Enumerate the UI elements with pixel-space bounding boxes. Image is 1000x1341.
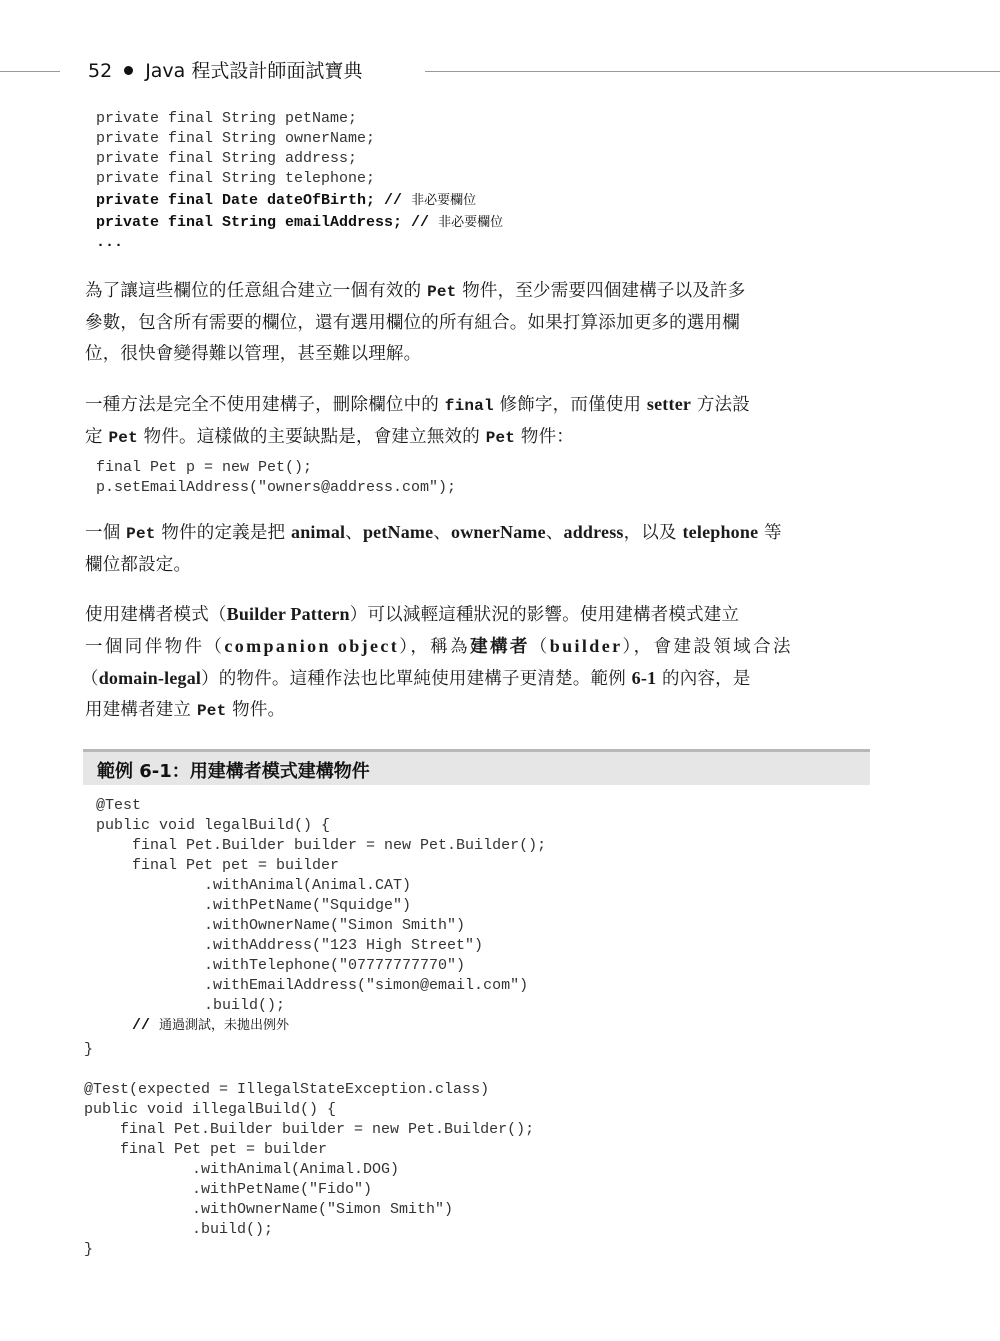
separator: 、 — [345, 523, 363, 543]
text: 物件。 — [226, 700, 286, 720]
term: companion object — [224, 636, 400, 656]
code-line: private final String petName; — [96, 110, 358, 127]
term: setter — [646, 394, 692, 414]
text: （ — [529, 637, 550, 657]
code-line: final Pet pet = builder — [84, 1141, 328, 1158]
code-line: .withPetName("Fido") — [84, 1181, 373, 1198]
code-line: .withOwnerName("Simon Smith") — [96, 917, 466, 934]
text: 的內容，是 — [656, 669, 751, 689]
term: telephone — [682, 522, 759, 542]
text: （ — [81, 669, 99, 689]
code-line-bold: ... — [96, 234, 124, 251]
term: builder — [549, 636, 623, 656]
text: 一種方法是完全不使用建構子，刪除欄位中的 — [85, 395, 445, 415]
text: 方法設 — [691, 395, 750, 415]
term: address — [563, 522, 624, 542]
inline-code: Pet — [126, 525, 156, 543]
paragraph-line — [81, 663, 870, 695]
code-line: .withEmailAddress("simon@email.com") — [96, 977, 529, 994]
code-line: .withAddress("123 High Street") — [96, 937, 484, 954]
text: 物件。這樣做的主要缺點是，會建立無效的 — [137, 427, 486, 447]
code-line: final Pet.Builder builder = new Pet.Builder(); — [96, 837, 547, 854]
code-line: final Pet p = new Pet(); — [96, 459, 313, 476]
header-rule-right — [425, 71, 1000, 72]
paragraph-line — [85, 517, 870, 550]
paragraph-line — [85, 631, 870, 663]
header-rule-left — [0, 71, 60, 72]
term: animal — [291, 522, 346, 542]
term: Builder Pattern — [226, 604, 350, 624]
paragraph-3 — [85, 517, 870, 581]
code-line: .withPetName("Squidge") — [96, 897, 412, 914]
code-line: p.setEmailAddress("owners@address.com"); — [96, 479, 457, 496]
text: ）可以減輕這種狀況的影響。使用建構者模式建立 — [349, 605, 740, 625]
code-text: // — [96, 1017, 160, 1034]
paragraph-line — [85, 422, 870, 454]
code-line: private final String ownerName; — [96, 130, 376, 147]
code-line: final Pet.Builder builder = new Pet.Builder(); — [84, 1121, 535, 1138]
code-line-bold — [96, 213, 503, 233]
example-title: 範例 6-1：用建構者模式建構物件 — [97, 761, 370, 782]
term: 6-1 — [631, 668, 657, 688]
paragraph-line — [85, 599, 870, 631]
code-text: private final Date dateOfBirth; // — [96, 192, 412, 209]
term: petName — [362, 522, 434, 542]
code-line: .build(); — [84, 1221, 274, 1238]
text: 用建構者建立 — [85, 700, 197, 720]
code-line: .withAnimal(Animal.CAT) — [96, 877, 412, 894]
code-block-legal-build — [96, 796, 546, 1036]
separator: 、 — [545, 523, 564, 543]
text: 使用建構者模式（ — [85, 605, 227, 625]
code-line: @Test(expected = IllegalStateException.class) — [84, 1081, 490, 1098]
code-line: .build(); — [96, 997, 286, 1014]
paragraph-1 — [85, 276, 870, 370]
code-line: public void illegalBuild() { — [84, 1101, 337, 1118]
code-line: @Test — [96, 797, 142, 814]
code-line: .withAnimal(Animal.DOG) — [84, 1161, 400, 1178]
text: 物件，至少需要四個建構子以及許多 — [456, 281, 746, 301]
bold-term: 建構者 — [470, 637, 530, 657]
paragraph-line — [85, 389, 870, 422]
paragraph-line: 欄位都設定。 — [85, 555, 192, 575]
code-block-fields — [96, 109, 503, 253]
code-line-bold — [96, 191, 503, 211]
text: ），會建設領域合法 — [622, 637, 793, 657]
inline-code: Pet — [427, 283, 457, 301]
example-title-bar — [83, 749, 870, 785]
code-block-invalid-pet — [96, 458, 456, 498]
paragraph-2 — [85, 389, 870, 454]
bullet-icon — [124, 66, 133, 75]
paragraph-line: 位，很快會變得難以管理，甚至難以理解。 — [85, 344, 422, 364]
text: 定 — [85, 427, 109, 447]
separator: 、 — [433, 523, 452, 543]
book-title: Java 程式設計師面試寶典 — [145, 60, 363, 82]
paragraph-line — [85, 276, 870, 308]
code-comment: 非必要欄位 — [411, 193, 477, 208]
code-comment: 非必要欄位 — [438, 215, 504, 230]
code-line: final Pet pet = builder — [96, 857, 340, 874]
inline-code: Pet — [108, 429, 138, 447]
code-comment: 通過測試，未拋出例外 — [159, 1018, 290, 1033]
code-line-bold — [96, 1016, 546, 1036]
text: 一個 — [85, 523, 127, 543]
text: 等 — [758, 523, 782, 543]
code-line: public void legalBuild() { — [96, 817, 331, 834]
inline-code: Pet — [196, 702, 227, 720]
code-line: .withOwnerName("Simon Smith") — [84, 1201, 454, 1218]
term: ownerName — [451, 522, 546, 542]
code-line: private final String telephone; — [96, 170, 376, 187]
code-line: private final String address; — [96, 150, 358, 167]
inline-code: final — [444, 397, 494, 415]
paragraph-4 — [81, 599, 870, 727]
text: 一個同伴物件（ — [85, 637, 225, 657]
page-header — [88, 58, 362, 84]
text: 物件： — [515, 427, 574, 447]
paragraph-line: 參數，包含所有需要的欄位，還有選用欄位的所有組合。如果打算添加更多的選用欄 — [85, 313, 740, 333]
text: 物件的定義是把 — [155, 523, 292, 543]
text: ）的物件。這種作法也比單純使用建構子更清楚。範例 — [201, 669, 632, 689]
code-line: } — [84, 1041, 94, 1058]
text: ），稱為 — [399, 637, 471, 657]
term: domain-legal — [98, 668, 202, 688]
text: ，以及 — [623, 523, 683, 543]
code-block-illegal-build — [84, 1080, 534, 1260]
inline-code: Pet — [485, 429, 516, 447]
paragraph-line — [85, 695, 870, 727]
page-number: 52 — [88, 60, 113, 82]
code-text: private final String emailAddress; // — [96, 214, 439, 231]
code-line: } — [84, 1241, 94, 1258]
code-block-close — [84, 1040, 93, 1060]
text: 為了讓這些欄位的任意組合建立一個有效的 — [85, 281, 428, 301]
text: 修飾字，而僅使用 — [493, 395, 647, 415]
code-line: .withTelephone("07777777770") — [96, 957, 466, 974]
